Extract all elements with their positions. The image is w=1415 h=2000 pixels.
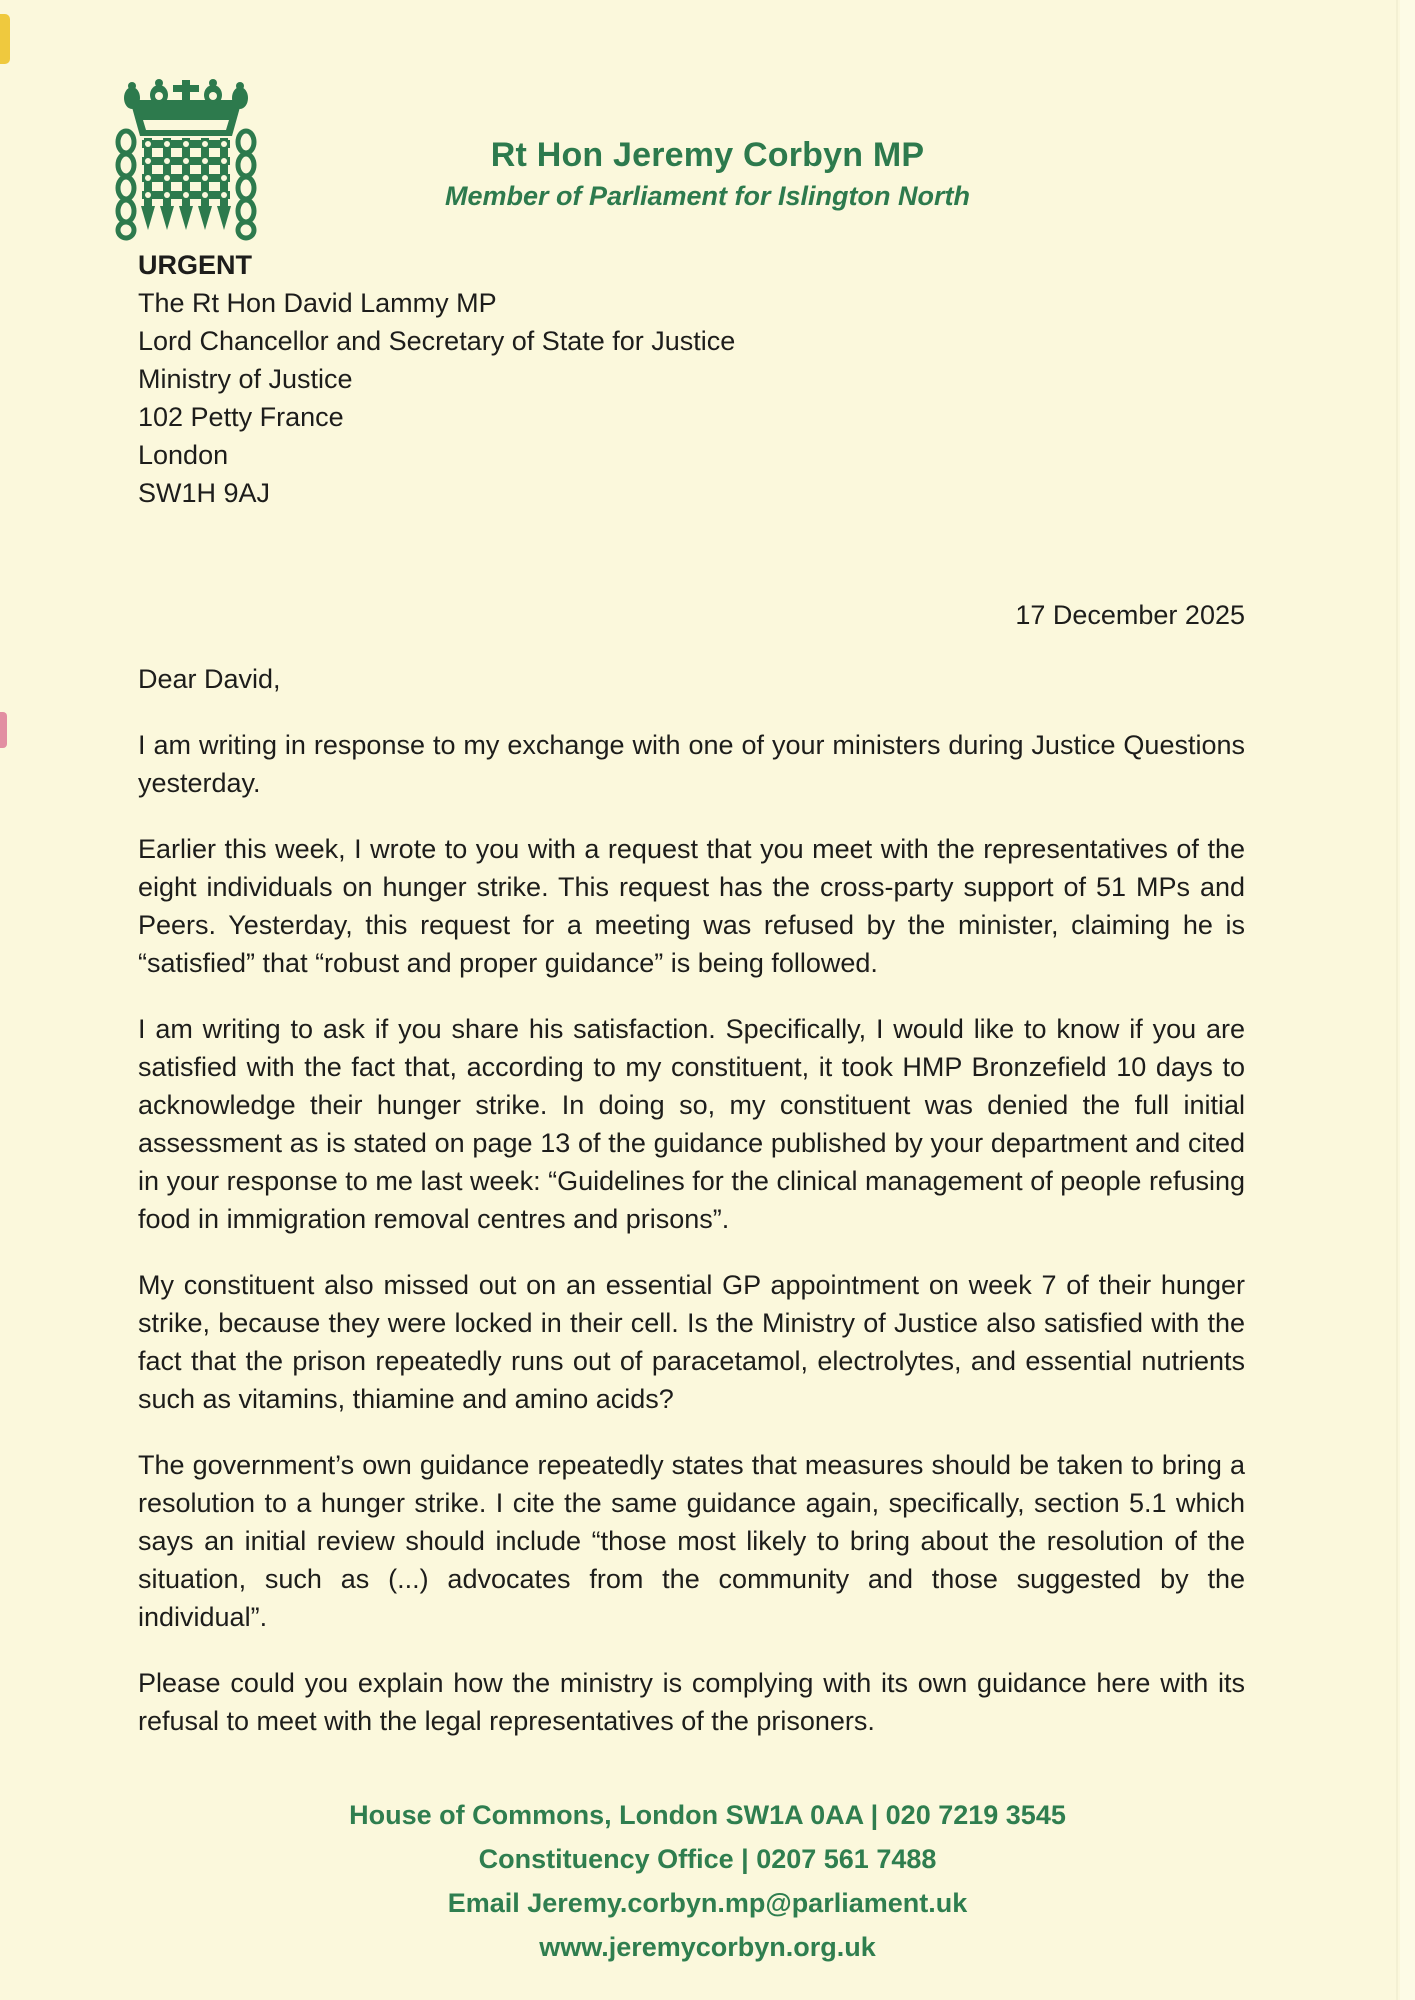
salutation: Dear David, — [138, 664, 281, 694]
scan-crease-line — [1396, 0, 1398, 2000]
letter-date: 17 December 2025 — [1015, 600, 1245, 630]
paragraph: Earlier this week, I wrote to you with a request that you meet with the representatives of the eight individuals on hunger strike. This request has the cross-party support of 51 MPs and Peers. Yesterday, this request for a meeting was refused by the minister, claiming he is “satisfied” that “robust and proper guidance” is being followed. — [138, 834, 1245, 978]
scan-edge-strip — [1400, 0, 1415, 2000]
recipient-line: The Rt Hon David Lammy MP — [138, 288, 497, 318]
paragraph: My constituent also missed out on an essential GP appointment on week 7 of their hunger strike, because they were locked in their cell. Is the Ministry of Justice also satisfied with the fact that the prison repeatedly runs out of paracetamol, electrolytes, and essential nutrients such as vitamins, thiamine and amino acids? — [138, 1270, 1245, 1414]
scan-artifact-yellow — [0, 14, 10, 64]
footer-constituency-contact: Constituency Office | 0207 561 7488 — [478, 1844, 937, 1874]
recipient-line: 102 Petty France — [138, 402, 344, 432]
footer-website: www.jeremycorbyn.org.uk — [539, 1932, 876, 1962]
urgent-label: URGENT — [138, 250, 252, 280]
paragraph: I am writing in response to my exchange with one of your ministers during Justice Questions yesterday. — [138, 730, 1245, 798]
paragraph: Please could you explain how the ministry is complying with its own guidance here with its refusal to meet with the legal representatives of the prisoners. — [138, 1668, 1245, 1736]
letterhead — [0, 136, 1415, 212]
recipient-address-block — [138, 246, 735, 512]
recipient-line: Ministry of Justice — [138, 364, 353, 394]
footer-email: Email Jeremy.corbyn.mp@parliament.uk — [447, 1888, 968, 1918]
recipient-line: SW1H 9AJ — [138, 478, 271, 508]
letterhead-role: Member of Parliament for Islington North — [444, 181, 971, 211]
paragraph: The government’s own guidance repeatedly states that measures should be taken to bring a resolution to a hunger strike. I cite the same guidance again, specifically, section 5.1 which says an initial review should include “those most likely to bring about the resolution of the situation, such as (...) advocates from the community and those suggested by the individual”. — [138, 1450, 1245, 1632]
recipient-line: Lord Chancellor and Secretary of State for Justice — [138, 326, 736, 356]
letterhead-name: Rt Hon Jeremy Corbyn MP — [490, 136, 925, 174]
letter-body — [138, 660, 1245, 1768]
paragraph: I am writing to ask if you share his satisfaction. Specifically, I would like to know if you are satisfied with the fact that, according to my constituent, it took HMP Bronzefield 10 days to acknowledge their hunger strike. In doing so, my constituent was denied the full initial assessment as is stated on page 13 of the guidance published by your department and cited in your response to me last week: “Guidelines for the clinical management of people refusing food in immigration removal centres and prisons”. — [138, 1014, 1245, 1234]
scan-artifact-pink — [0, 712, 7, 748]
footer-commons-contact: House of Commons, London SW1A 0AA | 020 7219 3545 — [349, 1800, 1066, 1830]
recipient-line: London — [138, 440, 229, 470]
letter-footer — [0, 1793, 1415, 1969]
